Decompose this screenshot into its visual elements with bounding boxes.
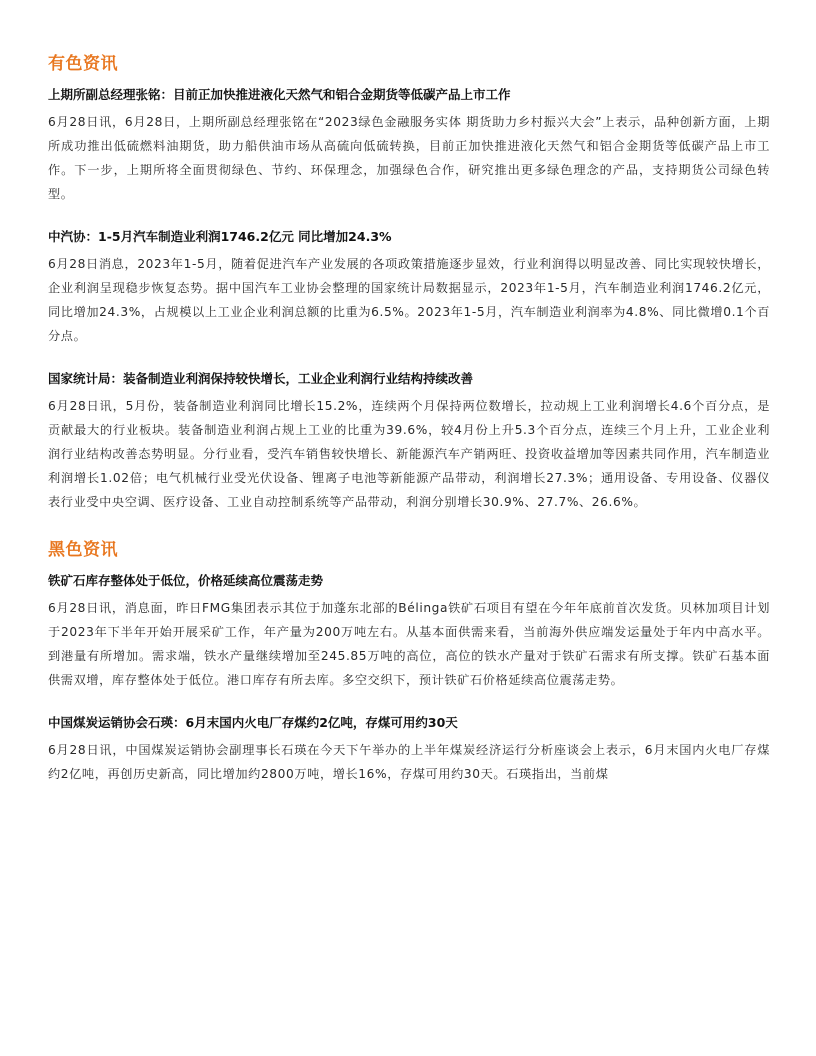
article-body: 6月28日讯，中国煤炭运销协会副理事长石瑛在今天下午举办的上半年煤炭经济运行分析座谈会上表示，6月末国内火电厂存煤约2亿吨，再创历史新高，同比增加约2800万吨，增长16%，存煤可用约30天。石瑛指出，当前煤 bbox=[48, 743, 770, 781]
news-article bbox=[48, 714, 770, 786]
news-article bbox=[48, 572, 770, 692]
article-body: 6月28日消息，2023年1-5月，随着促进汽车产业发展的各项政策措施逐步显效，行业利润得以明显改善、同比实现较快增长，企业利润呈现稳步恢复态势。据中国汽车工业协会整理的国家统计局数据显示，2023年1-5月，汽车制造业利润1746.2亿元，同比增加24.3%，占规模以上工业企业利润总额的比重为6.5%。2023年1-5月，汽车制造业利润率为4.8%、同比微增0.1个百分点。 bbox=[48, 257, 770, 343]
section-title: 有色资讯 bbox=[48, 54, 118, 74]
article-title: 中汽协：1-5月汽车制造业利润1746.2亿元 同比增加24.3% bbox=[48, 229, 392, 244]
article-title: 铁矿石库存整体处于低位，价格延续高位震荡走势 bbox=[48, 573, 324, 588]
article-title: 中国煤炭运销协会石瑛：6月末国内火电厂存煤约2亿吨，存煤可用约30天 bbox=[48, 715, 458, 730]
news-article bbox=[48, 228, 770, 348]
section-title: 黑色资讯 bbox=[48, 540, 118, 560]
article-body: 6月28日讯，消息面，昨日FMG集团表示其位于加蓬东北部的Bélinga铁矿石项目有望在今年年底前首次发货。贝林加项目计划于2023年下半年开始开展采矿工作，年产量为200万吨左右。从基本面供需来看，当前海外供应端发运量处于年内中高水平。到港量有所增加。需求端，铁水产量继续增加至245.85万吨的高位，高位的铁水产量对于铁矿石需求有所支撑。铁矿石基本面供需双增，库存整体处于低位。港口库存有所去库。多空交织下，预计铁矿石价格延续高位震荡走势。 bbox=[48, 601, 770, 687]
article-title: 国家统计局：装备制造业利润保持较快增长，工业企业利润行业结构持续改善 bbox=[48, 371, 474, 386]
article-title: 上期所副总经理张铭：目前正加快推进液化天然气和铝合金期货等低碳产品上市工作 bbox=[48, 87, 511, 102]
section-nonferrous-news bbox=[48, 52, 770, 514]
article-body: 6月28日讯，5月份，装备制造业利润同比增长15.2%，连续两个月保持两位数增长，拉动规上工业利润增长4.6个百分点，是贡献最大的行业板块。装备制造业利润占规上工业的比重为39.6%，较4月份上升5.3个百分点，连续三个月上升，工业企业利润行业结构改善态势明显。分行业看，受汽车销售较快增长、新能源汽车产销两旺、投资收益增加等因素共同作用，汽车制造业利润增长1.02倍；电气机械行业受光伏设备、锂离子电池等新能源产品带动，利润增长27.3%；通用设备、专用设备、仪器仪表行业受中央空调、医疗设备、工业自动控制系统等产品带动，利润分别增长30.9%、27.7%、26.6%。 bbox=[48, 399, 770, 509]
section-ferrous-news bbox=[48, 538, 770, 786]
article-body: 6月28日讯，6月28日，上期所副总经理张铭在“2023绿色金融服务实体 期货助力乡村振兴大会”上表示，品种创新方面，上期所成功推出低硫燃料油期货，助力船供油市场从高硫向低硫转换，目前正加快推进液化天然气和铝合金期货等低碳产品上市工作。下一步，上期所将全面贯彻绿色、节约、环保理念，加强绿色合作，研究推出更多绿色理念的产品，支持期货公司绿色转型。 bbox=[48, 115, 770, 201]
document-page bbox=[48, 52, 770, 808]
news-article bbox=[48, 370, 770, 514]
news-article bbox=[48, 86, 770, 206]
